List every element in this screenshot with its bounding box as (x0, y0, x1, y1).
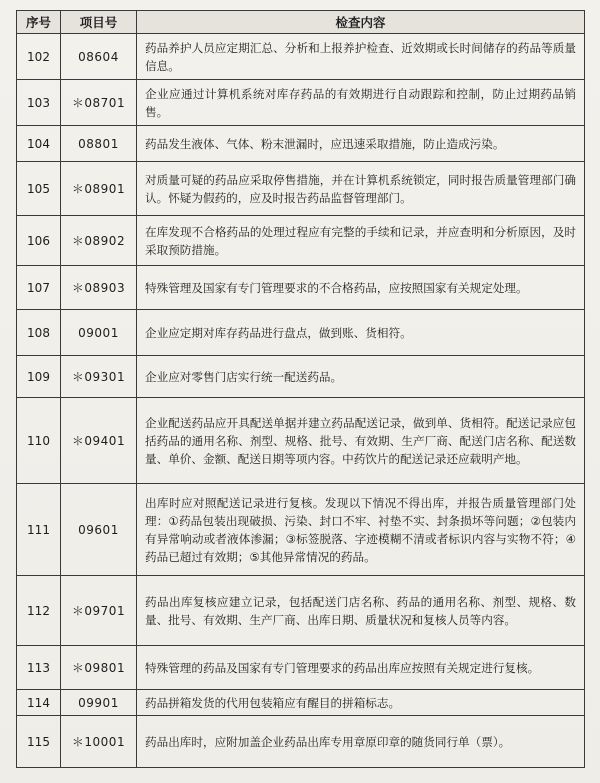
table-row (17, 646, 585, 690)
table-row (17, 716, 585, 768)
row-content: 对质量可疑的药品应采取停售措施，并在计算机系统锁定，同时报告质量管理部门确认。怀疑为假药的，应及时报告药品监督管理部门。 (137, 162, 585, 216)
row-seq: 107 (17, 266, 61, 310)
row-code: ＊08701 (61, 80, 137, 126)
row-content: 企业应通过计算机系统对库存药品的有效期进行自动跟踪和控制，防止过期药品销售。 (137, 80, 585, 126)
row-content: 特殊管理及国家有专门管理要求的不合格药品，应按照国家有关规定处理。 (137, 266, 585, 310)
row-code: ＊09801 (61, 646, 137, 690)
row-content: 药品发生液体、气体、粉末泄漏时，应迅速采取措施，防止造成污染。 (137, 126, 585, 162)
row-code: 09601 (61, 484, 137, 576)
row-seq: 115 (17, 716, 61, 768)
row-seq: 112 (17, 576, 61, 646)
row-content: 企业配送药品应开具配送单据并建立药品配送记录，做到单、货相符。配送记录应包括药品的通用名称、剂型、规格、批号、有效期、生产厂商、配送门店名称、配送数量、单价、金额、配送日期等项内容。中药饮片的配送记录还应载明产地。 (137, 398, 585, 484)
row-seq: 104 (17, 126, 61, 162)
table-row (17, 34, 585, 80)
row-code: ＊10001 (61, 716, 137, 768)
row-seq: 106 (17, 216, 61, 266)
header-content: 检查内容 (137, 11, 585, 34)
row-seq: 110 (17, 398, 61, 484)
row-seq: 103 (17, 80, 61, 126)
row-content: 药品养护人员应定期汇总、分析和上报养护检查、近效期或长时间储存的药品等质量信息。 (137, 34, 585, 80)
table-row (17, 80, 585, 126)
row-code: ＊08902 (61, 216, 137, 266)
row-seq: 102 (17, 34, 61, 80)
row-content: 药品拼箱发货的代用包装箱应有醒目的拼箱标志。 (137, 690, 585, 716)
row-code: ＊08903 (61, 266, 137, 310)
row-code: 09901 (61, 690, 137, 716)
table-row (17, 356, 585, 398)
row-seq: 111 (17, 484, 61, 576)
header-code: 项目号 (61, 11, 137, 34)
table-row (17, 126, 585, 162)
row-code: ＊08901 (61, 162, 137, 216)
header-seq: 序号 (17, 11, 61, 34)
row-seq: 113 (17, 646, 61, 690)
row-code: ＊09401 (61, 398, 137, 484)
table-header-row (17, 11, 585, 34)
table-row (17, 690, 585, 716)
table-row (17, 576, 585, 646)
row-seq: 109 (17, 356, 61, 398)
table-row (17, 162, 585, 216)
row-content: 企业应对零售门店实行统一配送药品。 (137, 356, 585, 398)
inspection-table (16, 10, 585, 768)
row-code: ＊09301 (61, 356, 137, 398)
table-row (17, 266, 585, 310)
table-row (17, 484, 585, 576)
row-code: 08604 (61, 34, 137, 80)
row-content: 特殊管理的药品及国家有专门管理要求的药品出库应按照有关规定进行复核。 (137, 646, 585, 690)
row-code: ＊09701 (61, 576, 137, 646)
table-row (17, 310, 585, 356)
row-code: 09001 (61, 310, 137, 356)
table-row (17, 398, 585, 484)
row-seq: 114 (17, 690, 61, 716)
row-code: 08801 (61, 126, 137, 162)
row-content: 药品出库时，应附加盖企业药品出库专用章原印章的随货同行单（票）。 (137, 716, 585, 768)
row-content: 出库时应对照配送记录进行复核。发现以下情况不得出库，并报告质量管理部门处理：①药品包装出现破损、污染、封口不牢、衬垫不实、封条损坏等问题；②包装内有异常响动或者液体渗漏；③标签脱落、字迹模糊不清或者标识内容与实物不符；④药品已超过有效期；⑤其他异常情况的药品。 (137, 484, 585, 576)
row-seq: 105 (17, 162, 61, 216)
row-seq: 108 (17, 310, 61, 356)
table-row (17, 216, 585, 266)
row-content: 企业应定期对库存药品进行盘点，做到账、货相符。 (137, 310, 585, 356)
row-content: 在库发现不合格药品的处理过程应有完整的手续和记录，并应查明和分析原因，及时采取预防措施。 (137, 216, 585, 266)
row-content: 药品出库复核应建立记录，包括配送门店名称、药品的通用名称、剂型、规格、数量、批号、有效期、生产厂商、出库日期、质量状况和复核人员等内容。 (137, 576, 585, 646)
